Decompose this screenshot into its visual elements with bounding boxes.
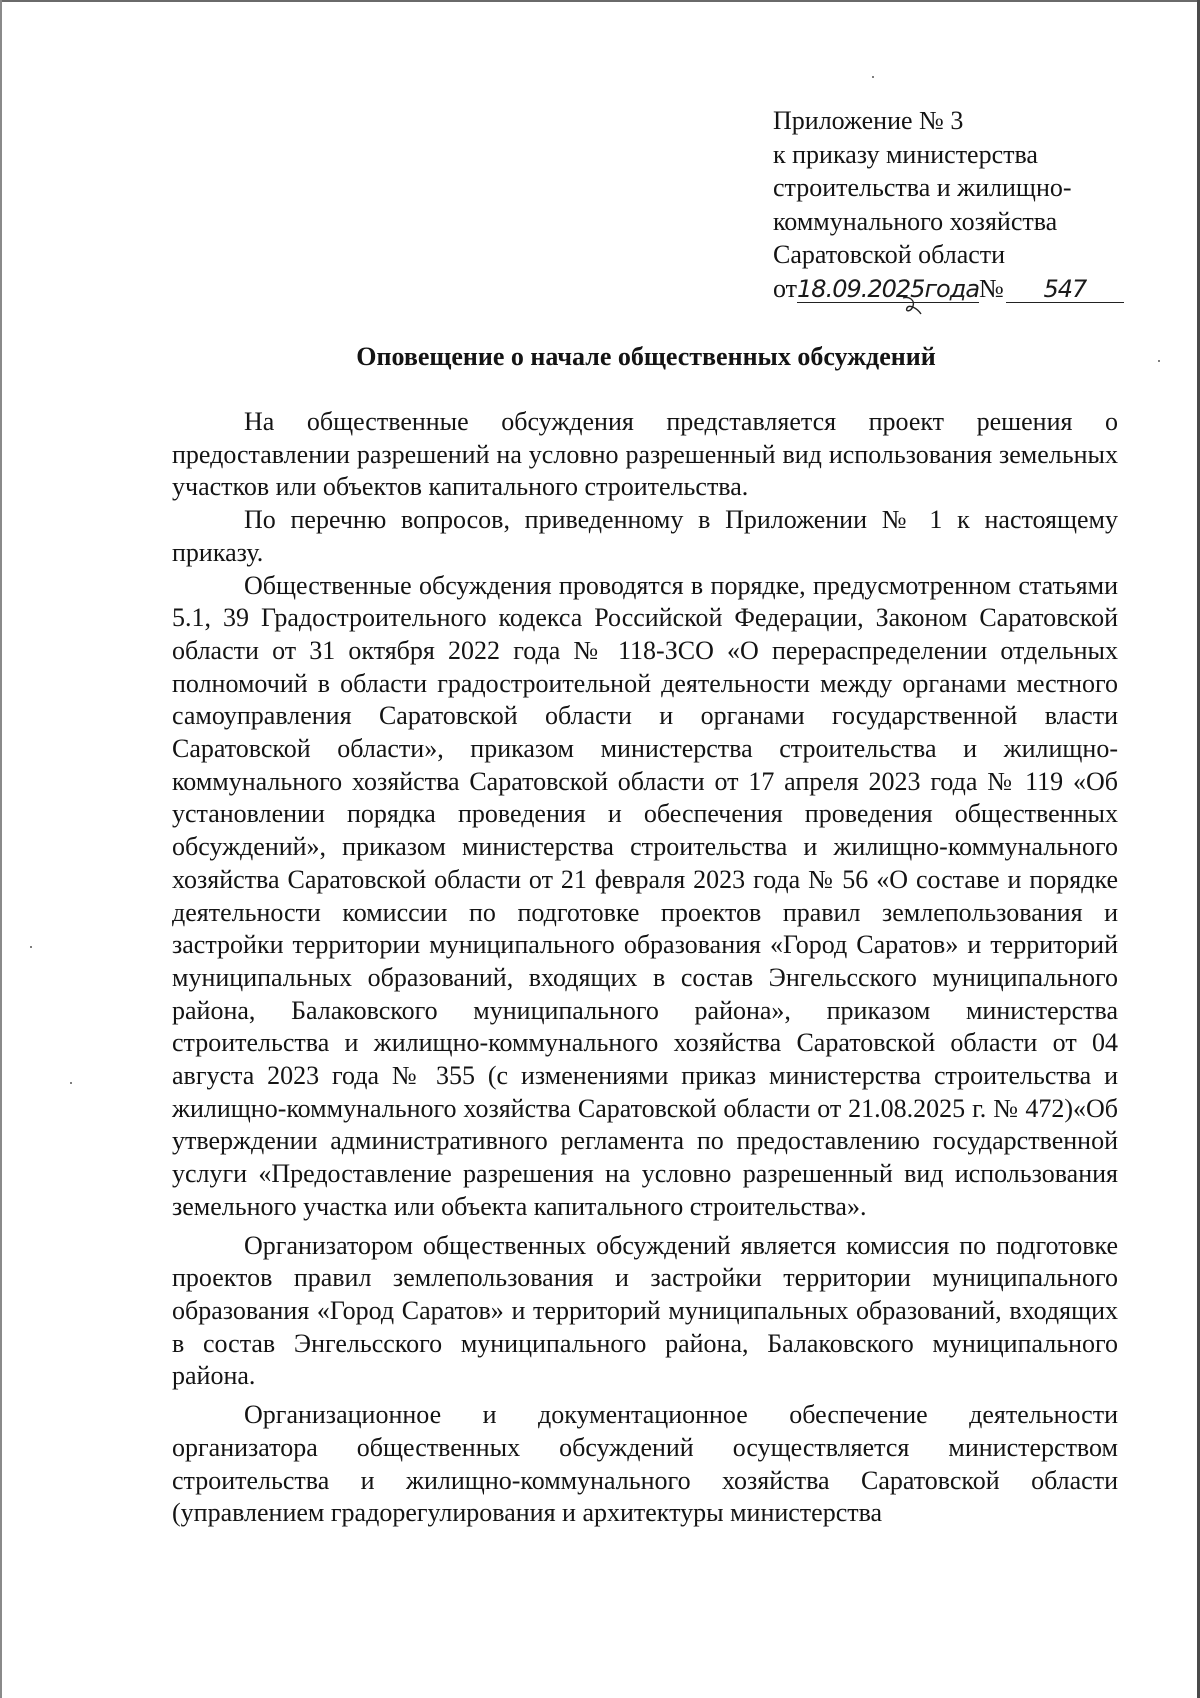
scan-edge-left: [0, 0, 2, 1698]
paragraph: Организатором общественных обсуждений является комиссия по подготовке проектов правил землепользования и застройки территории муниципального образования «Город Саратов» и территорий муниципальных образований, входящих в состав Энгельсского муниципального района, Балаковского муниципального района.: [172, 1230, 1118, 1391]
scan-edge-top: [0, 0, 1200, 2]
scan-speck: [30, 946, 32, 948]
order-prefix: от: [773, 273, 798, 303]
appendix-number: Приложение № 3: [773, 106, 964, 135]
order-number-handwritten: 547: [1043, 274, 1087, 303]
appendix-ref-line: коммунального хозяйства: [773, 206, 1058, 236]
order-number-field: [1006, 276, 1124, 303]
handwritten-mark-icon: [901, 294, 931, 316]
paragraph: На общественные обсуждения представляется проект решения о предоставлении разрешений на условно разрешенный вид использования земельных участков или объектов капитального строительства.: [172, 407, 1118, 502]
order-date-handwritten: 18.09.2025года: [797, 274, 980, 303]
paragraph: Общественные обсуждения проводятся в порядке, предусмотренном статьями 5.1, 39 Градостроительного кодекса Российской Федерации, Законом Саратовской области от 31 октября 2022 года № 118-ЗСО «О перераспределении отдельных полномочий в области градостроительной деятельности между органами местного самоуправления Саратовской области и органами государственной власти Саратовской области», приказом министерства строительства и жилищно-коммунального хозяйства Саратовской области от 17 апреля 2023 года № 119 «Об установлении порядка проведения и обеспечения проведения общественных обсуждений», приказом министерства строительства и жилищно-коммунального хозяйства Саратовской области от 21 февраля 2023 года № 56 «О составе и порядке деятельности комиссии по подготовке проектов правил землепользования и застройки территории муниципального образования «Город Саратов» и территорий муниципальных образований, входящих в состав Энгельсского муниципального района, Балаковского муниципального района», приказом министерства строительства и жилищно-коммунального хозяйства Саратовской области от 04 августа 2023 года № 355 (с изменениями приказ министерства строительства и жилищно-коммунального хозяйства Саратовской области от 21.08.2025 г. № 472)«Об утверждении административного регламента по предоставлению государственной услуги «Предоставление разрешения на условно разрешенный вид использования земельного участка или объекта капитального строительства».: [172, 570, 1118, 1221]
paragraph: Организационное и документационное обеспечение деятельности организатора общественных обсуждений осуществляется министерством строительства и жилищно-коммунального хозяйства Саратовской области (управлением градорегулирования и архитектуры министерства: [172, 1400, 1118, 1528]
order-number-sign: №: [979, 273, 1004, 303]
appendix-ref-line: строительства и жилищно-: [773, 173, 1072, 202]
paragraph: По перечню вопросов, приведенному в Приложении № 1 к настоящему приказу.: [172, 505, 1118, 567]
appendix-ref-line: Саратовской области: [773, 240, 1006, 269]
appendix-header: [773, 104, 1133, 305]
document-title: Оповещение о начале общественных обсуждений: [356, 342, 936, 371]
scan-speck: [872, 76, 874, 78]
appendix-ref-line: к приказу министерства: [773, 139, 1038, 169]
document-body: [172, 406, 1118, 1530]
scan-speck: [70, 1082, 72, 1084]
order-date-field: [797, 276, 979, 303]
order-date-number-line: [773, 272, 1133, 306]
